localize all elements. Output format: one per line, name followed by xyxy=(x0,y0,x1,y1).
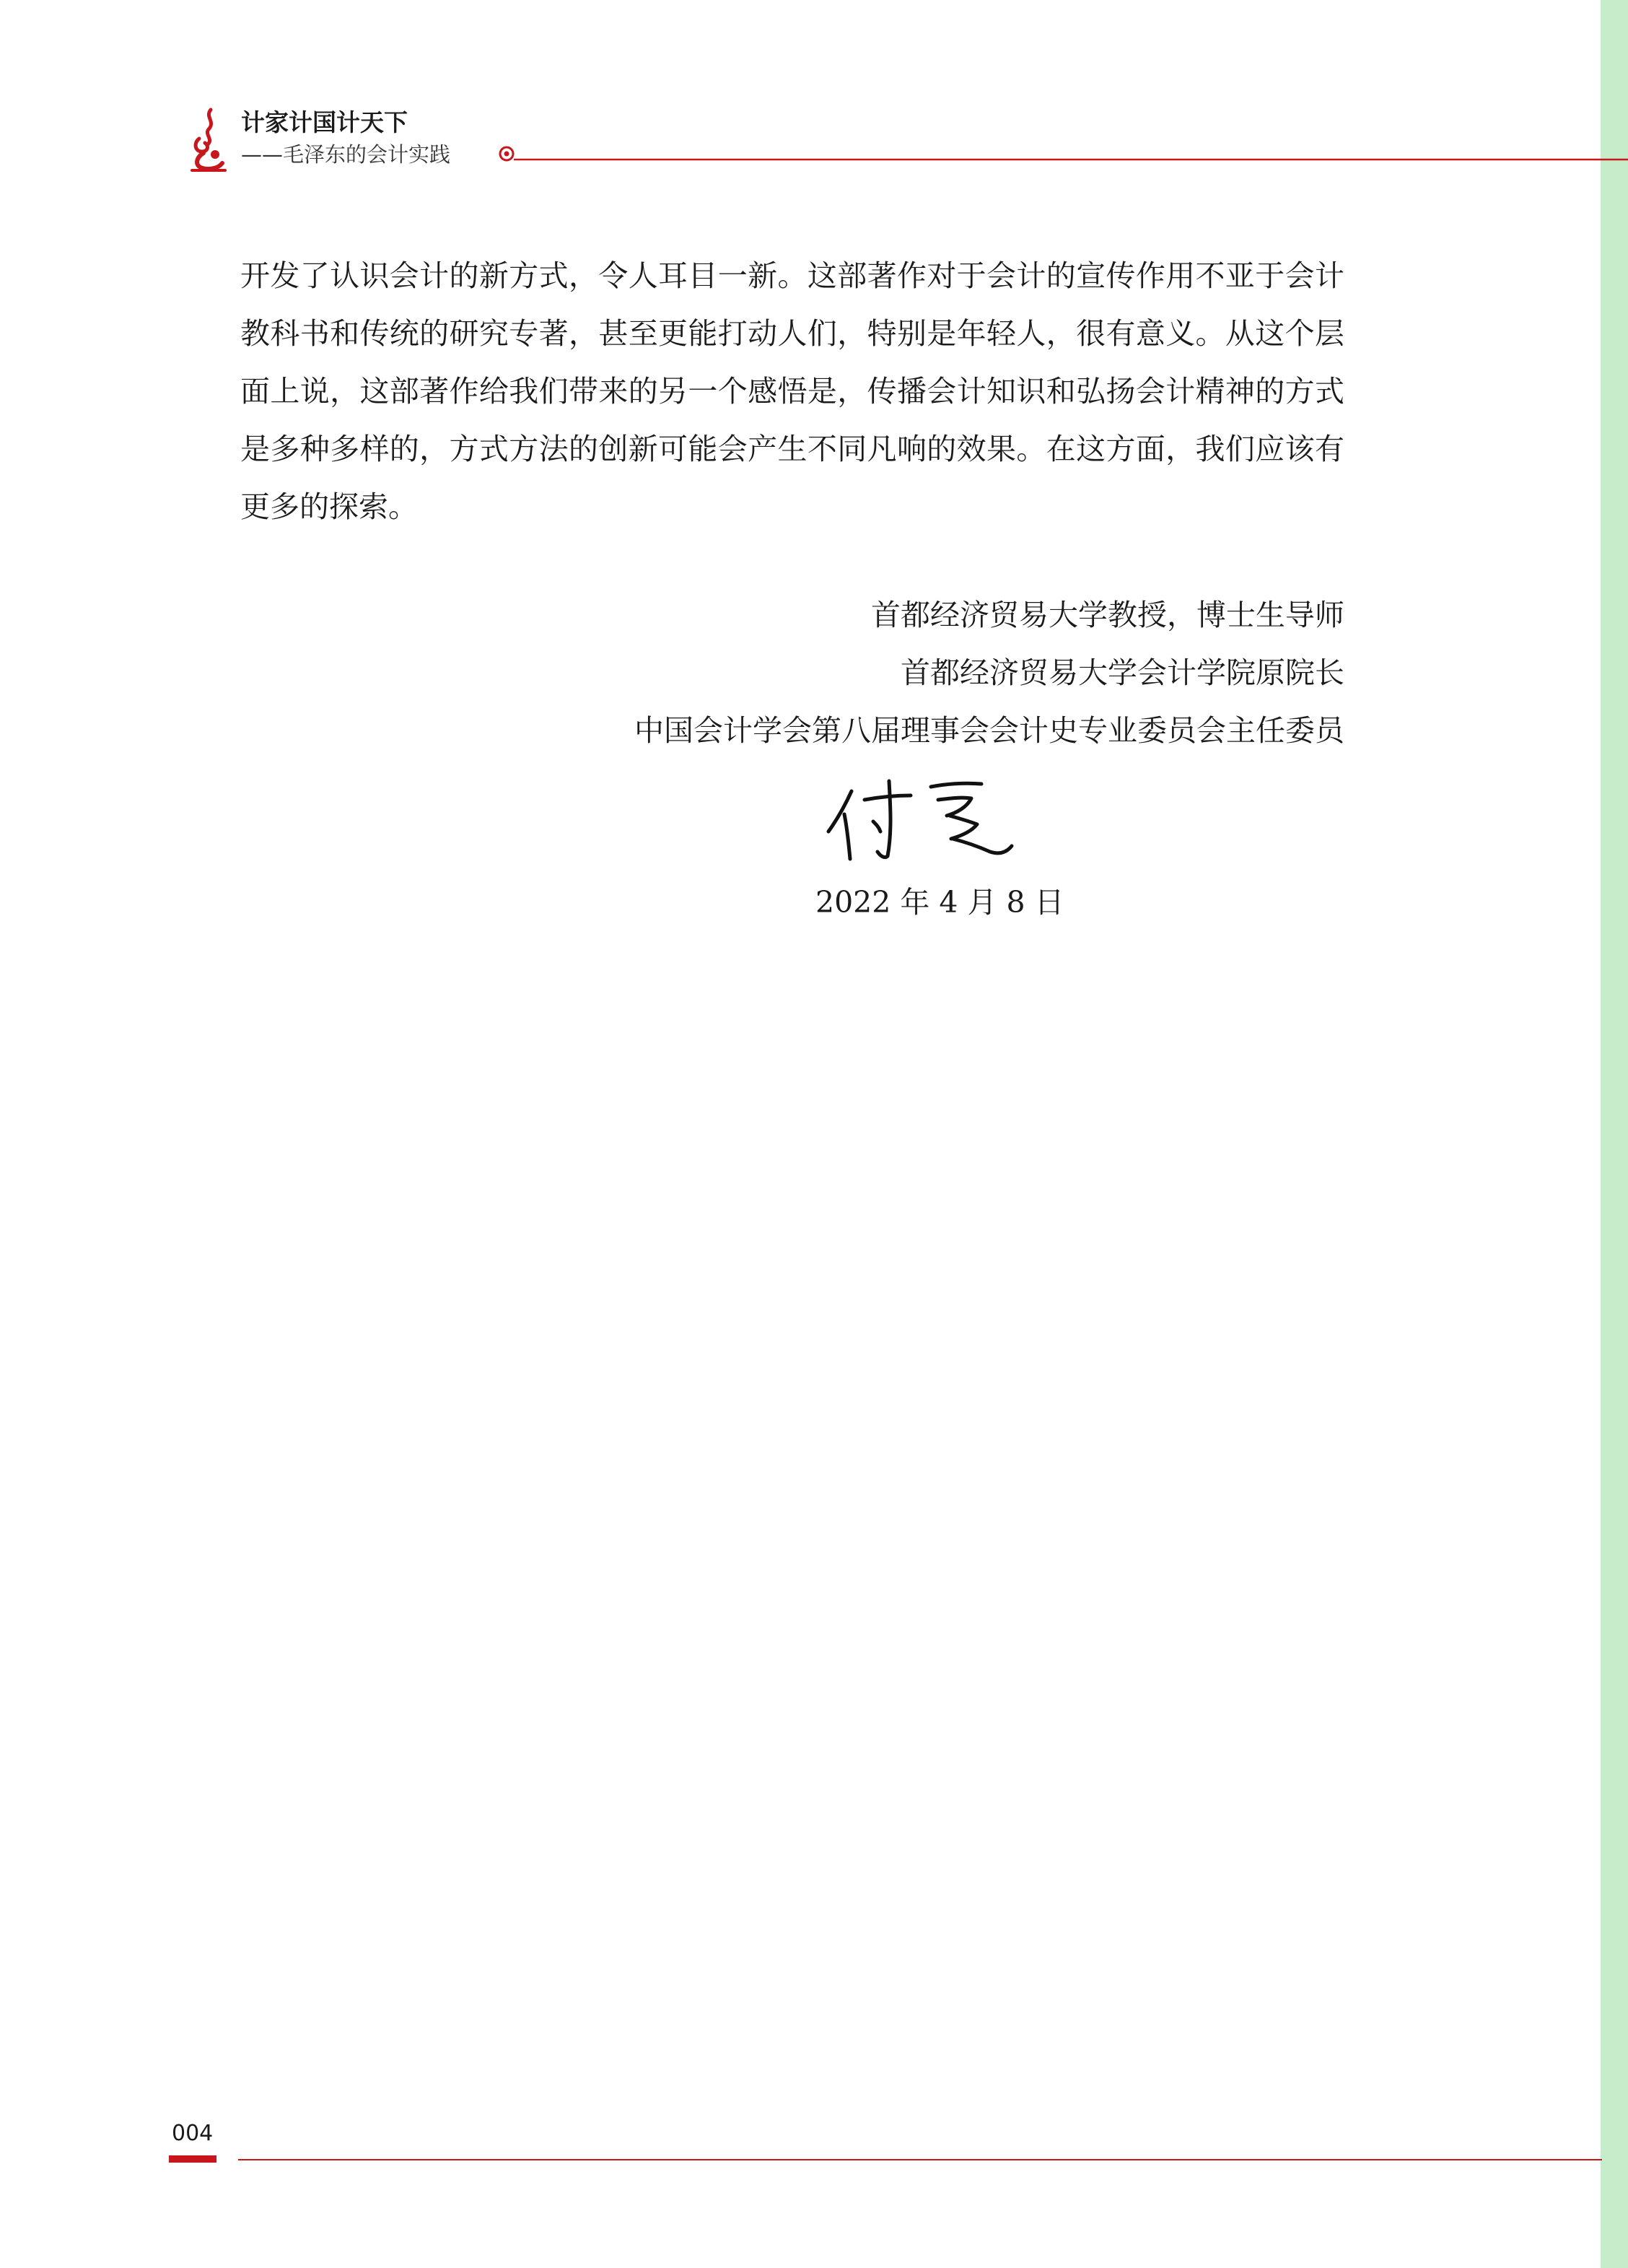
affiliation-block xyxy=(634,586,1344,759)
footer-rule xyxy=(238,2158,1602,2161)
header-rule xyxy=(498,144,1628,163)
side-strip-fill xyxy=(1601,0,1628,2268)
affiliation-line-3: 中国会计学会第八届理事会会计史专业委员会主任委员 xyxy=(634,713,1344,748)
signoff-date: 2022 年 4 月 8 日 xyxy=(815,885,1064,920)
affiliation-line-2: 首都经济贸易大学会计学院原院长 xyxy=(901,655,1344,690)
side-color-strip xyxy=(1601,0,1628,2268)
footer-red-bar xyxy=(169,2155,216,2163)
running-header-subtitle: ——毛泽东的会计实践 xyxy=(241,142,451,167)
page-number: 004 xyxy=(172,2121,214,2146)
body-paragraph: 开发了认识会计的新方式，令人耳目一新。这部著作对于会计的宣传作用不亚于会计教科书和传统的研究专著，甚至更能打动人们，特别是年轻人，很有意义。从这个层面上说，这部著作给我们带来的另一个感悟是，传播会计知识和弘扬会计精神的方式是多种多样的，方式方法的创新可能会产生不同凡响的效果。在这方面，我们应该有更多的探索。 xyxy=(240,258,1344,524)
red-spiral-icon xyxy=(500,147,513,160)
running-header-title: 计家计国计天下 xyxy=(241,108,408,136)
handwritten-signature xyxy=(823,771,1017,865)
red-cloud-scroll-icon xyxy=(189,107,228,173)
affiliation-line-1: 首都经济贸易大学教授，博士生导师 xyxy=(871,598,1344,632)
